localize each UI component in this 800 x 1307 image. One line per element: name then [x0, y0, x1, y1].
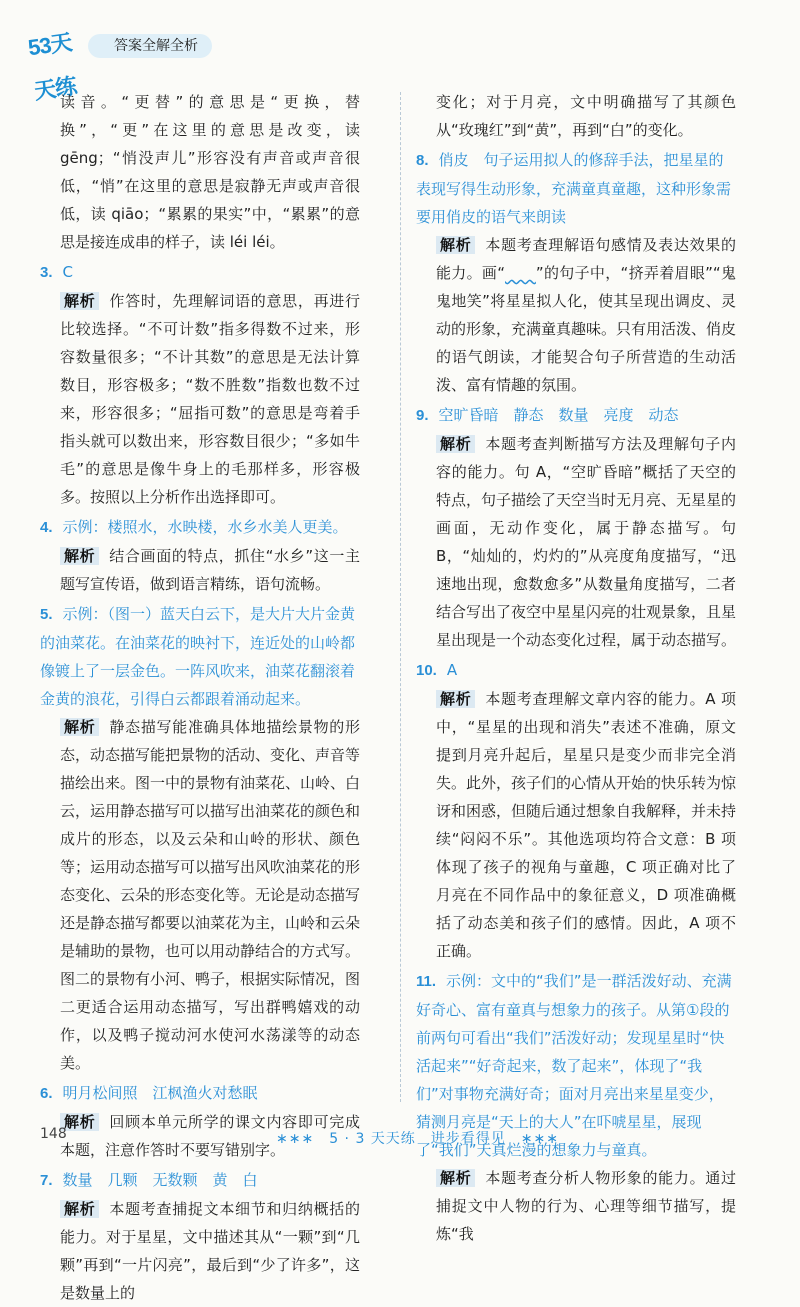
header-title: 答案全解全析 [88, 34, 212, 58]
q9-answer: 9. 空旷昏暗 静态 数量 亮度 动态 [416, 406, 679, 424]
footer-slogan: ∗∗∗ 5 · 3 天天练 进步看得见 ∗∗∗ [276, 1131, 559, 1147]
q6-explanation: 解析 回顾本单元所学的课文内容即可完成本题，注意作答时不要写错别字。 [60, 1113, 360, 1159]
q4-explanation: 解析 结合画面的特点，抓住“水乡”这一主题写宣传语，做到语言精练，语句流畅。 [60, 547, 360, 593]
q11-answer: 11. 示例：文中的“我们”是一群活泼好动、充满好奇心、富有童真与想象力的孩子。从第①段的前两句可看出“我们”活泼好动；发现星星时“快活起来”“好奇起来，数了起来”，体现了“我们”对事物充满好奇；面对月亮出来星星变少，猜测月亮是“天上的大人”在吓唬星星，展现了“我们”天真烂漫的想象力与童真。 [416, 972, 732, 1159]
q11-explanation: 解析 本题考查分析人物形象的能力。通过捕捉文中人物的行为、心理等细节描写，提炼“我 [436, 1169, 736, 1243]
page-footer [0, 1122, 800, 1152]
q5-answer: 5. 示例：（图一）蓝天白云下，是大片大片金黄的油菜花。在油菜花的映衬下，连近处的山岭都像镀上了一层金色。一阵风吹来，油菜花翻滚着金黄的浪花，引得白云都跟着涌动起来。 [40, 605, 356, 708]
q6-answer: 6. 明月松间照 江枫渔火对愁眠 [40, 1084, 258, 1102]
page-header [26, 22, 288, 104]
q7-answer: 7. 数量 几颗 无数颗 黄 白 [40, 1171, 258, 1189]
q9-explanation: 解析 本题考查判断描写方法及理解句子内容的能力。句 A，“空旷昏暗”概括了天空的特点，句子描绘了天空当时无月亮、无星星的画面，无动作变化，属于静态描写。句 B，“灿灿的，灼灼的”从亮度角度描写，“迅速地出现，愈数愈多”从数量角度描写，二者结合写出了夜空中星星闪亮的壮观景象，且星星出现是一个动态变化过程，属于动态描写。 [436, 435, 737, 649]
q7-continuation: 变化；对于月亮，文中明确描写了其颜色从“玫瑰红”到“黄”，再到“白”的变化。 [436, 93, 736, 139]
page-number: 148 [40, 1126, 67, 1142]
brand-logo: 53天天练 [26, 29, 78, 104]
right-column [416, 88, 736, 1248]
q3-answer: 3. C [40, 263, 73, 281]
column-divider [400, 92, 401, 1102]
q4-answer: 4. 示例：楼照水，水映楼，水乡水美人更美。 [40, 518, 348, 536]
q2-continuation: 读音。“更替”的意思是“更换，替换”，“更”在这里的意思是改变，读 gēng；“悄没声儿”形容没有声音或声音很低，“悄”在这里的意思是寂静无声或声音很低，读 qiāo；“累累的果实”中，“累累”的意思是接连成串的样子，读 léi léi。 [60, 93, 360, 251]
q10-answer: 10. A [416, 661, 458, 679]
q10-explanation: 解析 本题考查理解文章内容的能力。A 项中，“星星的出现和消失”表述不准确，原文提到月亮升起后，星星只是变少而非完全消失。此外，孩子们的心情从开始的快乐转为惊讶和困惑，但随后通过想象自我解释，并未持续“闷闷不乐”。其他选项均符合文意：B 项体现了孩子的视角与童趣，C 项正确对比了月亮在不同作品中的象征意义，D 项准确概括了动态美和孩子们的感情。因此，A 项不正确。 [436, 690, 737, 960]
wavy-underline-mark [505, 264, 536, 282]
q8-answer: 8. 俏皮 句子运用拟人的修辞手法，把星星的表现写得生动形象，充满童真童趣，这种形象需要用俏皮的语气来朗读 [416, 151, 732, 226]
q3-explanation: 解析 作答时，先理解词语的意思，再进行比较选择。“不可计数”指多得数不过来，形容数量很多；“不计其数”的意思是无法计算数目，形容极多；“数不胜数”指数也数不过来，形容很多；“屈指可数”的意思是弯着手指头就可以数出来，形容数目很少；“多如牛毛”的意思是像牛身上的毛那样多，形容极多。按照以上分析作出选择即可。 [60, 292, 360, 506]
q5-explanation: 解析 静态描写能准确具体地描绘景物的形态，动态描写能把景物的活动、变化、声音等描绘出来。图一中的景物有油菜花、山岭、白云，运用静态描写可以描写出油菜花的颜色和成片的形态，以及云朵和山岭的形状、颜色等；运用动态描写可以描写出风吹油菜花的形态变化、云朵的形态变化等。无论是动态描写还是静态描写都要以油菜花为主，山岭和云朵是辅助的景物，也可以用动静结合的方式写。图二的景物有小河、鸭子，根据实际情况，图二更适合运用动态描写，写出群鸭嬉戏的动作，以及鸭子搅动河水使河水荡漾等的动态美。 [60, 718, 361, 1072]
q8-explanation: 解析 本题考查理解语句感情及表达效果的能力。画“ ”的句子中，“挤弄着眉眼”“鬼鬼地笑”将星星拟人化，使其呈现出调皮、灵动的形象，充满童真趣味。只有用活泼、俏皮的语气朗读，才能契合句子所营造的生动活泼、富有情趣的氛围。 [436, 236, 737, 394]
q7-explanation: 解析 本题考查捕捉文本细节和归纳概括的能力。对于星星，文中描述其从“一颗”到“几颗”再到“一片闪亮”，最后到“少了许多”，这是数量上的 [60, 1200, 360, 1302]
